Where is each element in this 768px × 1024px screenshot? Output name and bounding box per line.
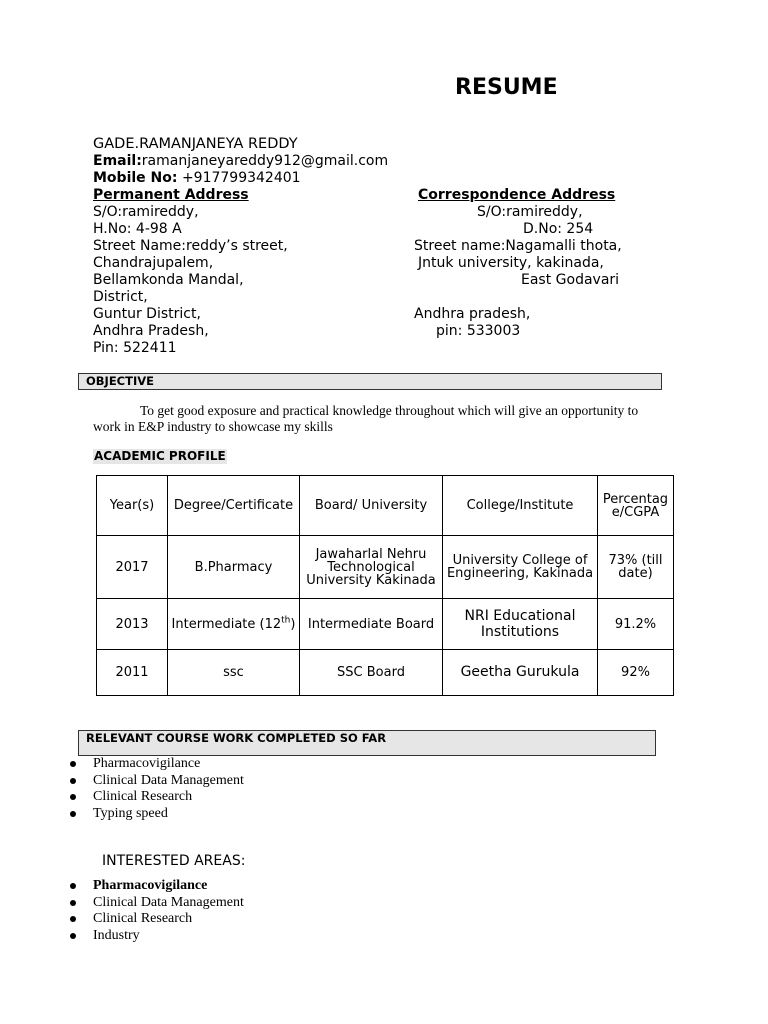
bullet-icon [70,811,76,817]
perm-line-0: S/O:ramireddy, [93,204,199,220]
table-cell [168,599,300,650]
table-cell: 91.2% [598,599,674,650]
table-cell: ssc [168,650,300,696]
table-cell: Geetha Gurukula [443,650,598,696]
mobile-value: +917799342401 [181,170,301,186]
objective-heading: OBJECTIVE [78,373,662,390]
candidate-name: GADE.RAMANJANEYA REDDY [93,136,298,152]
list-item-text: Typing speed [93,806,168,822]
perm-line-4: Bellamkonda Mandal, [93,272,244,288]
corr-line-2: Street name:Nagamalli thota, [414,238,622,254]
table-row [97,650,674,696]
table-cell: SSC Board [300,650,443,696]
list-item [68,878,244,895]
list-item [68,895,244,912]
table-cell: Intermediate Board [300,599,443,650]
objective-text-line1: To get good exposure and practical knowledge throughout which will give an opportunity to [140,403,639,418]
table-cell: University College of Engineering, Kakinada [443,536,598,599]
corr-line-0: S/O:ramireddy, [477,204,583,220]
list-item-text: Industry [93,928,140,944]
header-cell: College/Institute [443,476,598,536]
table-cell: 73% (till date) [598,536,674,599]
list-item-text: Clinical Data Management [93,894,244,910]
list-item-text: Clinical Research [93,789,193,805]
list-item [68,928,244,945]
list-item [68,756,244,773]
header-cell: Degree/Certificate [168,476,300,536]
bullet-icon [70,933,76,939]
corr-line-5: Andhra pradesh, [414,306,531,322]
header-cell: Year(s) [97,476,168,536]
corr-line-1: D.No: 254 [523,221,594,237]
corr-line-3: Jntuk university, kakinada, [418,255,604,271]
perm-line-5: District, [93,289,148,305]
resume-title: RESUME [455,75,558,100]
interested-areas-list [68,878,244,945]
interested-areas-heading: INTERESTED AREAS: [102,853,246,869]
perm-line-1: H.No: 4-98 A [93,221,182,237]
corr-line-4: East Godavari [521,272,620,288]
correspondence-address-heading: Correspondence Address [418,187,616,203]
table-header-row [97,476,674,536]
corr-line-6: pin: 533003 [436,323,521,339]
objective-text-line2: work in E&P industry to showcase my skills [93,419,333,434]
table-cell: 2017 [97,536,168,599]
permanent-address-heading: Permanent Address [93,187,249,203]
table-cell: B.Pharmacy [168,536,300,599]
perm-line-2: Street Name:reddy’s street, [93,238,288,254]
table-cell: 92% [598,650,674,696]
email-line [93,153,388,170]
list-item-text: Clinical Research [93,911,193,927]
table-cell: NRI Educational Institutions [443,599,598,650]
perm-line-8: Pin: 522411 [93,340,177,356]
academic-table [96,475,674,696]
list-item [68,806,244,823]
email-label: Email: [93,153,142,169]
perm-line-7: Andhra Pradesh, [93,323,209,339]
list-item [68,773,244,790]
degree-text: Intermediate (12 [171,616,282,632]
bullet-icon [70,761,76,767]
bullet-icon [70,916,76,922]
table-cell: 2013 [97,599,168,650]
list-item [68,789,244,806]
perm-line-6: Guntur District, [93,306,201,322]
list-item-text: Pharmacovigilance [93,756,201,771]
header-cell: Percentage/CGPA [598,476,674,536]
superscript-th: th [281,615,291,626]
mobile-label: Mobile No: [93,170,178,186]
bullet-icon [70,778,76,784]
list-item-text: Clinical Data Management [93,772,244,788]
coursework-list [68,756,244,823]
bullet-icon [70,900,76,906]
close-paren: ) [290,616,296,632]
email-value: ramanjaneyareddy912@gmail.com [141,153,389,169]
table-cell: 2011 [97,650,168,696]
table-row [97,599,674,650]
bullet-icon [70,883,76,889]
header-cell: Board/ University [300,476,443,536]
perm-line-3: Chandrajupalem, [93,255,214,271]
coursework-heading: RELEVANT COURSE WORK COMPLETED SO FAR [78,730,656,756]
mobile-line [93,170,301,187]
list-item-text: Pharmacovigilance [93,878,208,893]
academic-profile-heading: ACADEMIC PROFILE [94,449,226,463]
table-row [97,536,674,599]
bullet-icon [70,794,76,800]
list-item [68,911,244,928]
table-cell: Jawaharlal Nehru Technological University Kakinada [300,536,443,599]
